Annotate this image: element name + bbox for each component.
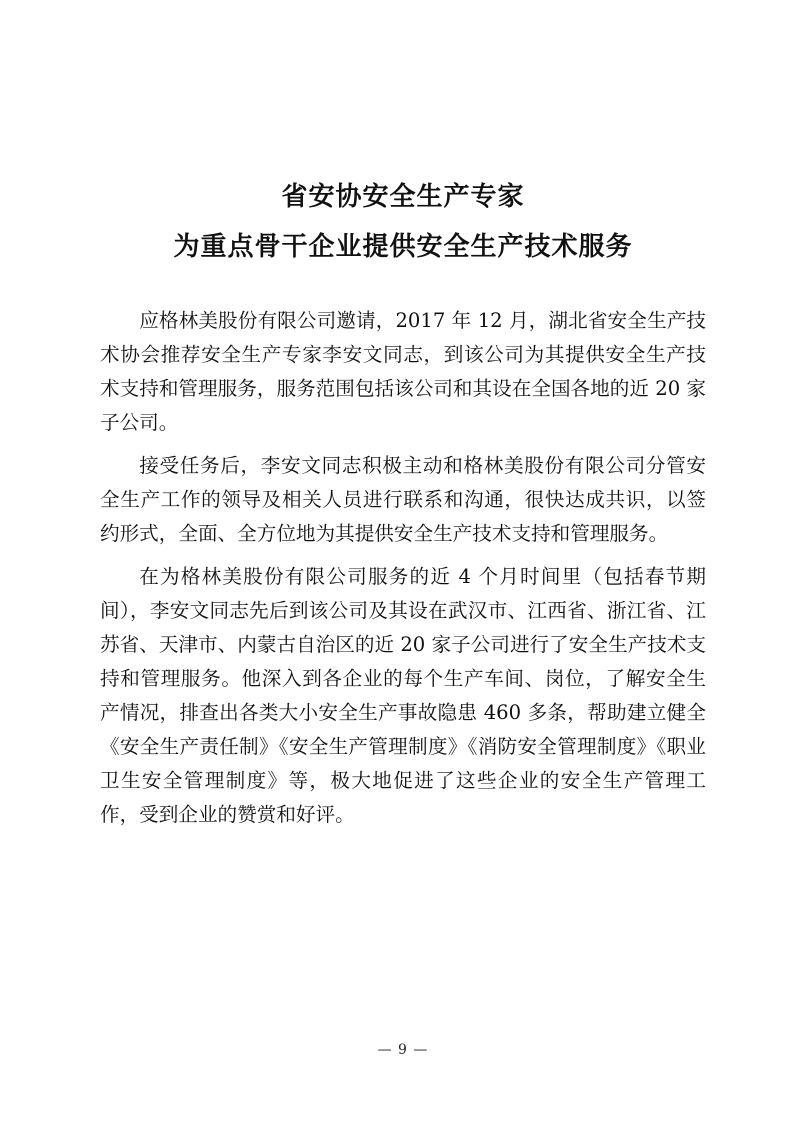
document-body	[100, 304, 706, 841]
paragraph-2: 接受任务后，李安文同志积极主动和格林美股份有限公司分管安全生产工作的领导及相关人员进行联系和沟通，很快达成共识，以签约形式，全面、全方位地为其提供安全生产技术支持和管理服务。	[100, 454, 706, 545]
document-title-line-1: 省安协安全生产专家	[281, 182, 525, 212]
paragraph-3: 在为格林美股份有限公司服务的近 4 个月时间里（包括春节期间），李安文同志先后到该公司及其设在武汉市、江西省、浙江省、江苏省、天津市、内蒙古自治区的近 20 家子公司进行了安全生产技术支持和管理服务。他深入到各企业的每个生产车间、岗位，了解安全生产情况，排查出各类大小安全生产事故隐患 460 多条，帮助建立健全《安全生产责任制》《安全生产管理制度》《消防安全管理制度》《职业卫生安全管理制度》等，极大地促进了这些企业的安全生产管理工作，受到企业的赞赏和好评。	[100, 565, 706, 826]
document-title-line-2: 为重点骨干企业提供安全生产技术服务	[173, 232, 633, 262]
page-number: — 9 —	[377, 1042, 429, 1058]
paragraph-1: 应格林美股份有限公司邀请，2017 年 12 月，湖北省安全生产技术协会推荐安全生产专家李安文同志，到该公司为其提供安全生产技术支持和管理服务，服务范围包括该公司和其设在全国各地的近 20 家子公司。	[100, 309, 706, 434]
